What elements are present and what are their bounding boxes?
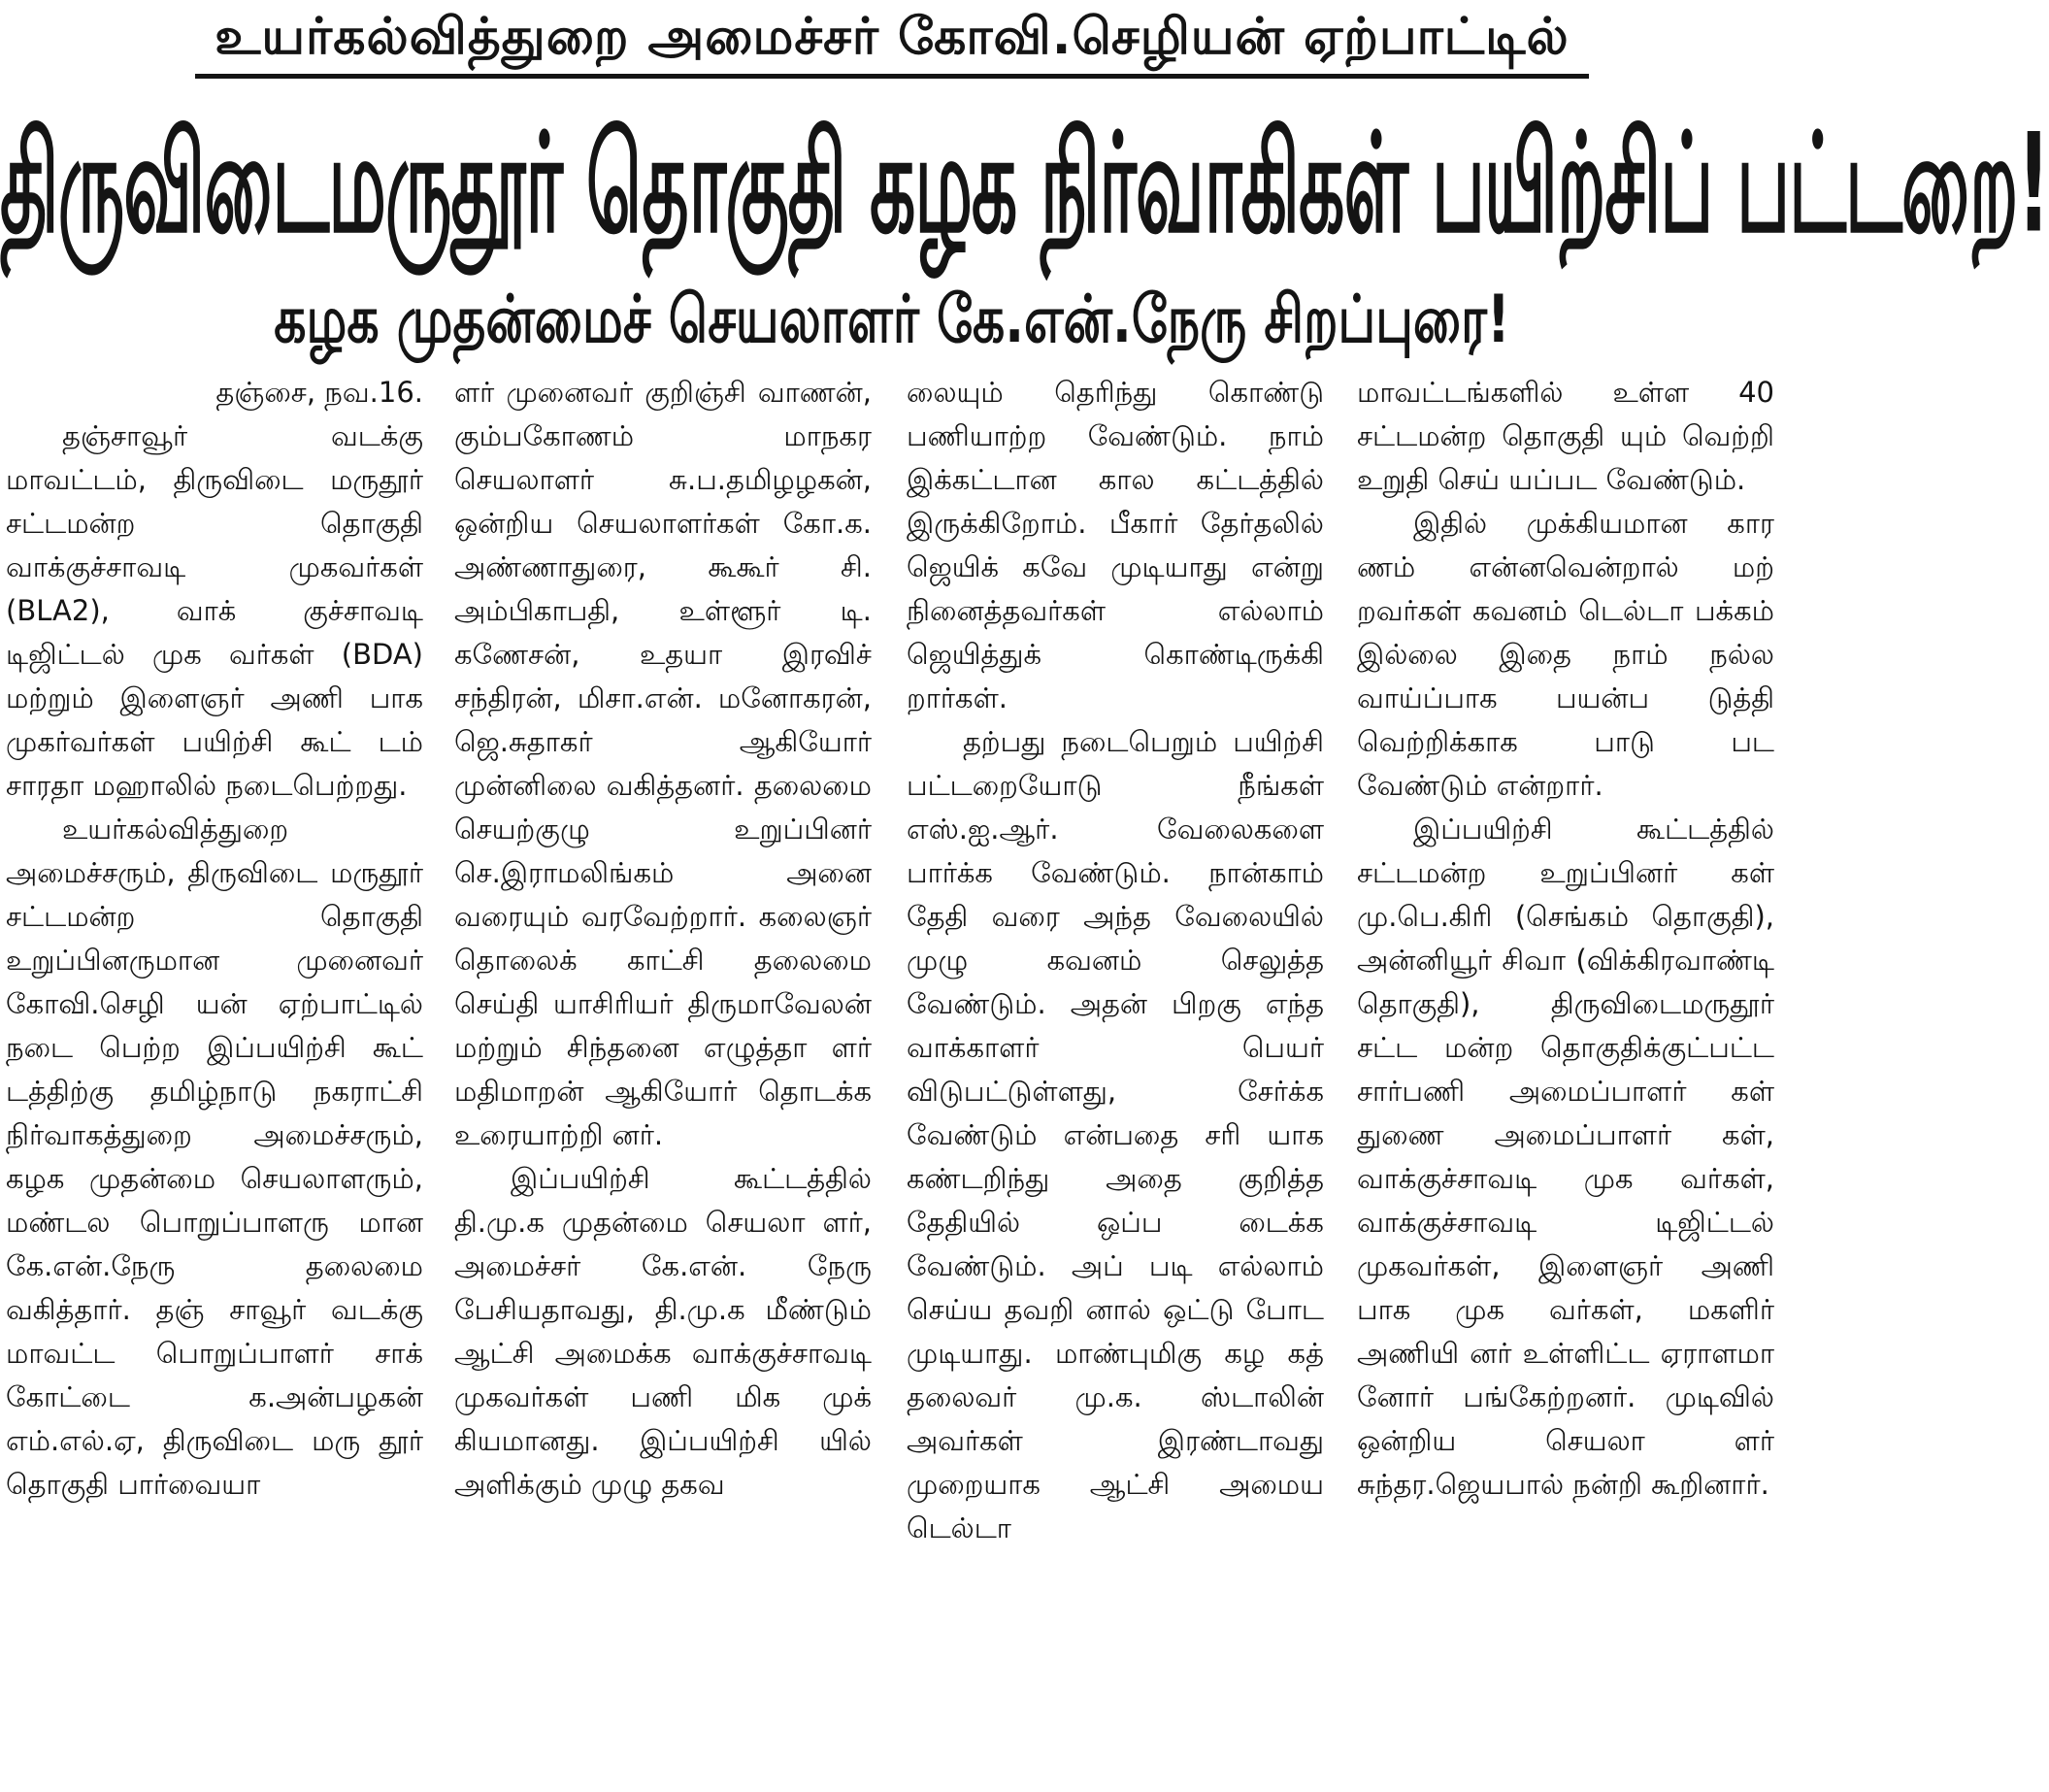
- headline-text: திருவிடைமருதூர் தொகுதி கழக நிர்வாகிகள் பயிற்சிப் பட்டறை!: [0, 105, 2049, 264]
- column-4: [1357, 371, 1774, 1788]
- kicker-text: உயர்கல்வித்துறை அமைச்சர் கோவி.செழியன் ஏற்பாட்டில்: [195, 0, 1588, 79]
- paragraph: இப்பயிற்சி கூட்டத்தில் சட்டமன்ற உறுப்பினர் கள் மு.பெ.கிரி (செங்கம் தொகுதி), அன்னியூர் சிவா (விக்கிரவாண்டி தொகுதி), திருவிடைமருதூர் சட்ட மன்ற தொகுதிக்குட்பட்ட சார்பணி அமைப்பாளர் கள் துணை அமைப்பாளர் கள், வாக்குச்சாவடி முக வர்கள், வாக்குச்சாவடி டிஜிட்டல் முகவர்கள், இளைஞர் அணி பாக முக வர்கள், மகளிர் அணியி னர் உள்ளிட்ட ஏராளமா னோர் பங்கேற்றனர். முடிவில் ஒன்றிய செயலா ளர் சுந்தர.ஜெயபால் நன்றி கூறினார்.: [1357, 813, 1774, 1501]
- paragraph: தற்பது நடைபெறும் பயிற்சி பட்டறையோடு நீங்கள் எஸ்.ஐ.ஆர். வேலைகளை பார்க்க வேண்டும். நான்காம் தேதி வரை அந்த வேலையில் முழு கவனம் செலுத்த வேண்டும். அதன் பிறகு எந்த வாக்காளர் பெயர் விடுபட்டுள்ளது, சேர்க்க வேண்டும் என்பதை சரி யாக கண்டறிந்து அதை குறித்த தேதியில் ஒப்ப டைக்க வேண்டும். அப் படி எல்லாம் செய்ய தவறி னால் ஒட்டு போட முடியாது. மாண்புமிகு கழ கத் தலைவர் மு.க. ஸ்டாலின் அவர்கள் இரண்டாவது முறையாக ஆட்சி அமைய டெல்டா: [907, 725, 1324, 1544]
- subheadline: [0, 277, 1784, 364]
- column-1: [6, 371, 423, 1788]
- paragraph: லையும் தெரிந்து கொண்டு பணியாற்ற வேண்டும். நாம் இக்கட்டான கால கட்டத்தில் இருக்கிறோம். பீகார் தேர்தலில் ஜெயிக் கவே முடியாது என்று நினைத்தவர்கள் எல்லாம் ஜெயித்துக் கொண்டிருக்கி றார்கள்.: [907, 376, 1324, 714]
- dateline: தஞ்சை, நவ.16.: [215, 376, 423, 409]
- paragraph: இப்பயிற்சி கூட்டத்தில் தி.மு.க முதன்மை செயலா ளர், அமைச்சர் கே.என். நேரு பேசியதாவது, தி.மு.க மீண்டும் ஆட்சி அமைக்க வாக்குச்சாவடி முகவர்கள் பணி மிக முக் கியமானது. இப்பயிற்சி யில் அளிக்கும் முழு தகவ: [454, 1162, 872, 1501]
- column-3: [907, 371, 1324, 1788]
- column-2: [454, 371, 872, 1788]
- subheadline-text: கழக முதன்மைச் செயலாளர் கே.என்.நேரு சிறப்புரை!: [274, 282, 1510, 358]
- paragraph: தஞ்சாவூர் வடக்கு மாவட்டம், திருவிடை மருதூர் சட்டமன்ற தொகுதி வாக்குச்சாவடி முகவர்கள் (BLA2), வாக் குச்சாவடி டிஜிட்டல் முக வர்கள் (BDA) மற்றும் இளைஞர் அணி பாக முகர்வர்கள் பயிற்சி கூட் டம் சாரதா மஹாலில் நடைபெற்றது.: [6, 419, 423, 802]
- paragraph: இதில் முக்கியமான கார ணம் என்னவென்றால் மற் றவர்கள் கவனம் டெல்டா பக்கம் இல்லை இதை நாம் நல்ல வாய்ப்பாக பயன்ப டுத்தி வெற்றிக்காக பாடு பட வேண்டும் என்றார்.: [1357, 507, 1774, 802]
- paragraph: மாவட்டங்களில் உள்ள 40 சட்டமன்ற தொகுதி யும் வெற்றி உறுதி செய் யப்பட வேண்டும்.: [1357, 376, 1774, 496]
- headline: [0, 97, 2049, 272]
- paragraph: உயர்கல்வித்துறை அமைச்சரும், திருவிடை மருதூர் சட்டமன்ற தொகுதி உறுப்பினருமான முனைவர் கோவி.செழி யன் ஏற்பாட்டில் நடை பெற்ற இப்பயிற்சி கூட் டத்திற்கு தமிழ்நாடு நகராட்சி நிர்வாகத்துறை அமைச்சரும், கழக முதன்மை செயலாளரும், மண்டல பொறுப்பாளரு மான கே.என்.நேரு தலைமை வகித்தார். தஞ் சாவூர் வடக்கு மாவட்ட பொறுப்பாளர் சாக் கோட்டை க.அன்பழகன் எம்.எல்.ஏ, திருவிடை மரு தூர் தொகுதி பார்வையா: [6, 813, 423, 1501]
- article-body: [6, 371, 1778, 1788]
- paragraph: ளர் முனைவர் குறிஞ்சி வாணன், கும்பகோணம் மாநகர செயலாளர் சு.ப.தமிழழகன், ஒன்றிய செயலாளர்கள் கோ.க. அண்ணாதுரை, கூகூர் சி. அம்பிகாபதி, உள்ளூர் டி. கணேசன், உதயா இரவிச் சந்திரன், மிசா.என். மனோகரன், ஜெ.சுதாகர் ஆகியோர் முன்னிலை வகித்தனர். தலைமை செயற்குழு உறுப்பினர் செ.இராமலிங்கம் அனை வரையும் வரவேற்றார். கலைஞர் தொலைக் காட்சி தலைமை செய்தி யாசிரியர் திருமாவேலன் மற்றும் சிந்தனை எழுத்தா ளர் மதிமாறன் ஆகியோர் தொடக்க உரையாற்றி னர்.: [454, 376, 872, 1151]
